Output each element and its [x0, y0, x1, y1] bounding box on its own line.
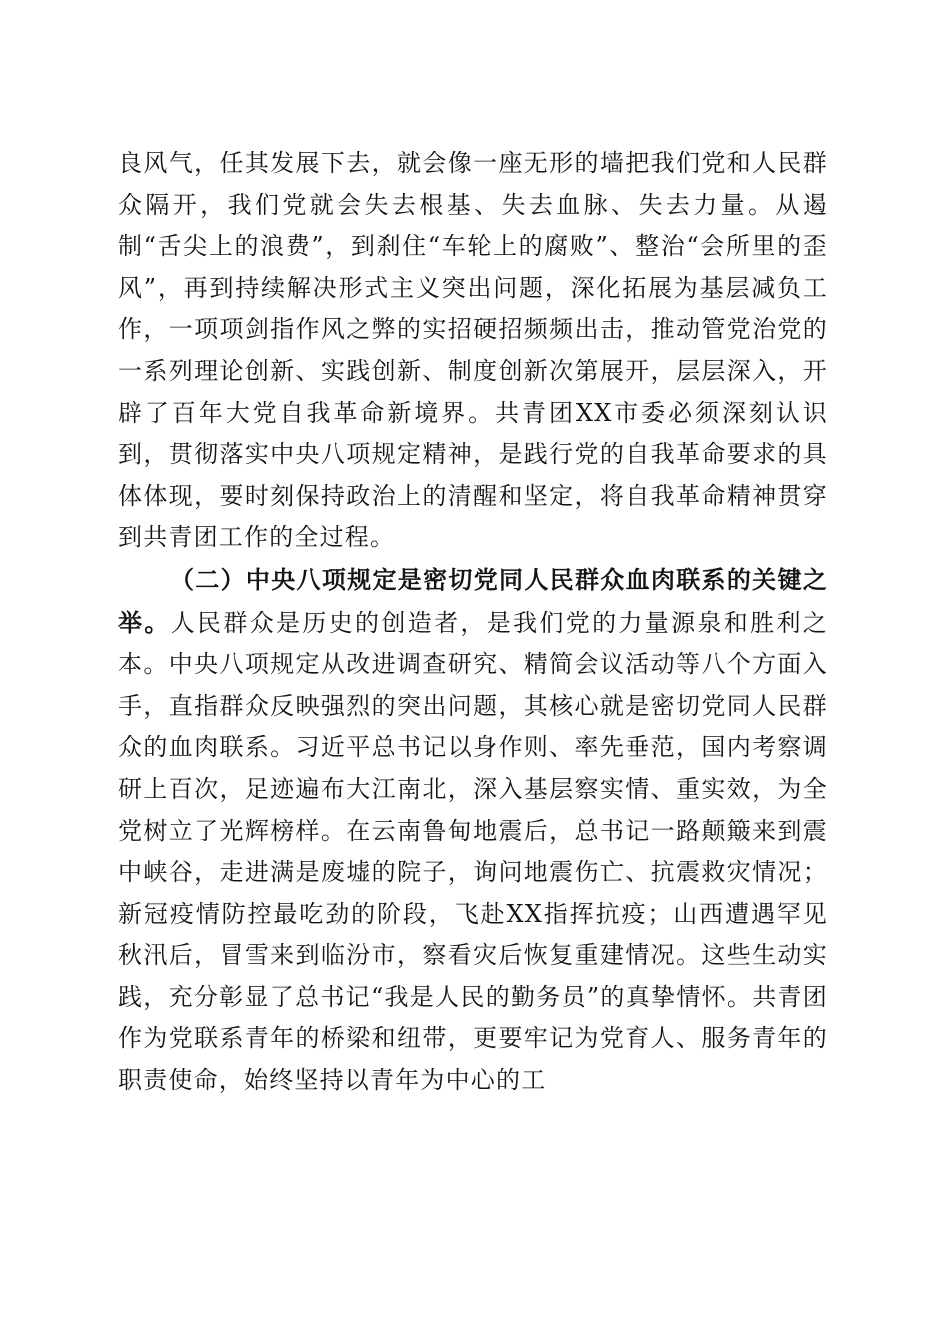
document-body: [118, 143, 828, 1102]
paragraph-2-body: 人民群众是历史的创造者，是我们党的力量源泉和胜利之本。中央八项规定从改进调查研究、精简会议活动等八个方面入手，直指群众反映强烈的突出问题，其核心就是密切党同人民群众的血肉联系。习近平总书记以身作则、率先垂范，国内考察调研上百次，足迹遍布大江南北，深入基层察实情、重实效，为全党树立了光辉榜样。在云南鲁甸地震后，总书记一路颠簸来到震中峡谷，走进满是废墟的院子，询问地震伤亡、抗震救灾情况；新冠疫情防控最吃劲的阶段，飞赴XX指挥抗疫；山西遭遇罕见秋汛后，冒雪来到临汾市，察看灾后恢复重建情况。这些生动实践，充分彰显了总书记“我是人民的勤务员”的真挚情怀。共青团作为党联系青年的桥梁和纽带，更要牢记为党育人、服务青年的职责使命，始终坚持以青年为中心的工: [118, 608, 829, 1095]
paragraph-2: [118, 559, 828, 1102]
section-heading: （二）中央八项规定是密切党同人民群众血肉联系的关键之举。: [118, 564, 828, 637]
paragraph-1: 良风气，任其发展下去，就会像一座无形的墙把我们党和人民群众隔开，我们党就会失去根基、失去血脉、失去力量。从遏制“舌尖上的浪费”，到刹住“车轮上的腐败”、整治“会所里的歪风”，再到持续解决形式主义突出问题，深化拓展为基层减负工作，一项项剑指作风之弊的实招硬招频频出击，推动管党治党的一系列理论创新、实践创新、制度创新次第展开，层层深入，开辟了百年大党自我革命新境界。共青团XX市委必须深刻认识到，贯彻落实中央八项规定精神，是践行党的自我革命要求的具体体现，要时刻保持政治上的清醒和坚定，将自我革命精神贯穿到共青团工作的全过程。: [118, 149, 828, 552]
